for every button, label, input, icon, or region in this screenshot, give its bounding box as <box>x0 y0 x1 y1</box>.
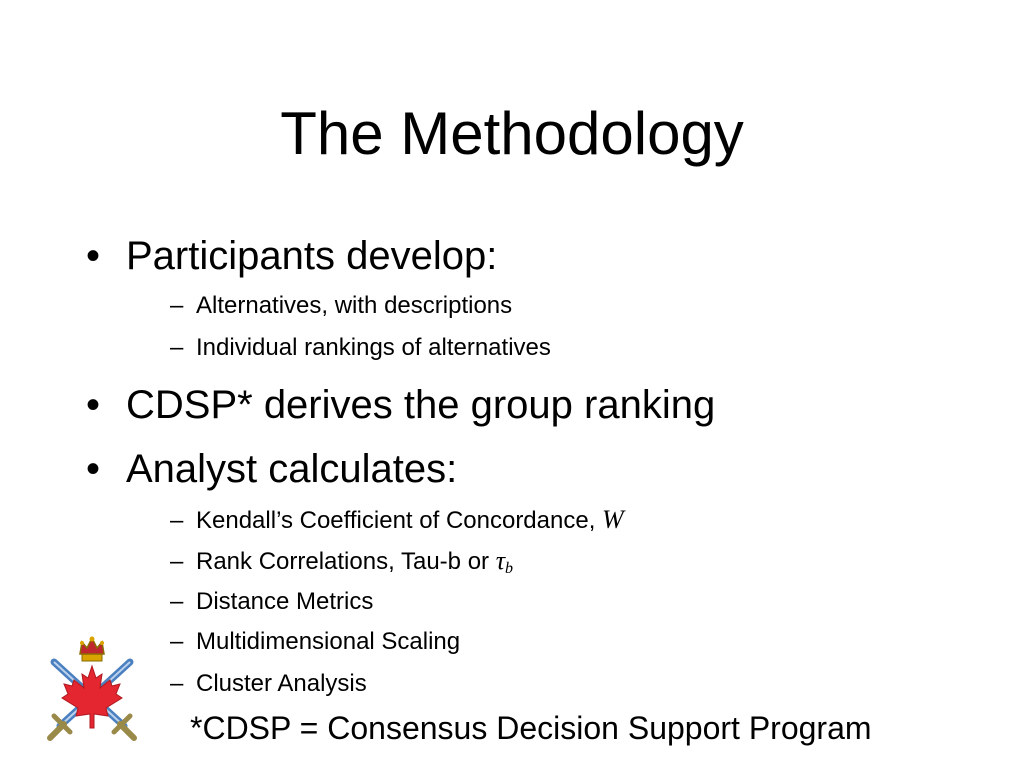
bullet-cdsp <box>86 381 715 429</box>
subitem-distance-metrics <box>170 587 373 617</box>
bullet-participants <box>86 232 497 280</box>
subitem-marker: – <box>170 548 184 575</box>
subitem-marker: – <box>170 334 184 361</box>
subitem-cluster-analysis <box>170 669 367 699</box>
subitem-text: Multidimensional Scaling <box>196 628 461 655</box>
subitem-text: Distance Metrics <box>196 588 374 615</box>
slide-title: The Methodology <box>280 100 744 167</box>
bullet-marker: • <box>86 447 101 491</box>
subitem-text: Kendall’s Coefficient of Concordance, <box>196 507 603 534</box>
subitem-marker: – <box>170 292 184 319</box>
math-w-symbol: W <box>602 505 624 534</box>
subitem-alternatives <box>170 291 512 321</box>
bullet-text: CDSP* derives the group ranking <box>126 383 716 427</box>
subitem-individual-rankings <box>170 333 551 363</box>
subitem-rank-correlations <box>170 546 513 584</box>
math-tau: τ <box>495 546 506 575</box>
math-tau-subscript: b <box>505 560 514 577</box>
bullet-marker: • <box>86 234 101 278</box>
subitem-kendall <box>170 505 624 536</box>
subitem-text: Alternatives, with descriptions <box>196 292 513 319</box>
bullet-text: Participants develop: <box>126 234 498 278</box>
subitem-text: Rank Correlations, Tau-b or <box>196 548 496 575</box>
footnote: *CDSP = Consensus Decision Support Program <box>190 710 872 746</box>
bullet-text: Analyst calculates: <box>126 447 458 491</box>
bullet-marker: • <box>86 383 101 427</box>
subitem-marker: – <box>170 628 184 655</box>
subitem-text: Cluster Analysis <box>196 670 367 697</box>
subitem-marker: – <box>170 670 184 697</box>
subitem-mds <box>170 627 460 657</box>
subitem-marker: – <box>170 588 184 615</box>
canadian-army-emblem-icon <box>38 636 146 746</box>
subitem-marker: – <box>170 507 184 534</box>
bullet-analyst <box>86 445 457 493</box>
math-tau-symbol <box>496 546 513 575</box>
subitem-text: Individual rankings of alternatives <box>196 334 551 361</box>
